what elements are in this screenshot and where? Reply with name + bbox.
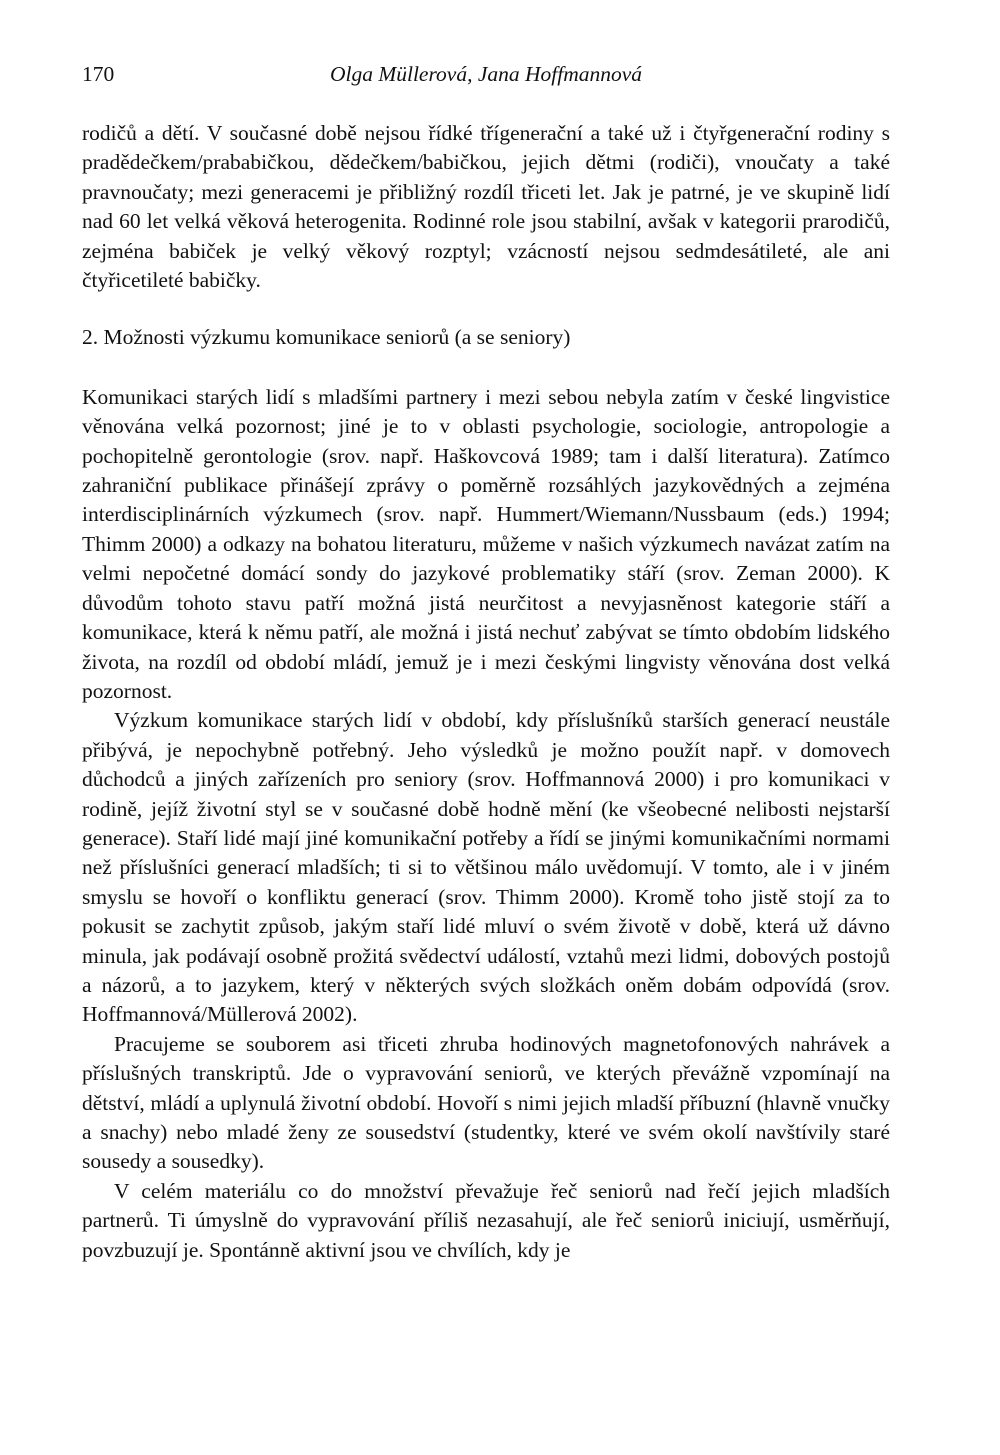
body-text bbox=[82, 119, 890, 1265]
page-number: 170 bbox=[82, 62, 115, 86]
paragraph: V celém materiálu co do množství převažuje řeč seniorů nad řečí jejich mladších partnerů. Ti úmyslně do vypravování příliš nezasahují, ale řeč seniorů iniciují, usměrňují, povzbuzují je. Spontánně aktivní jsou ve chvílích, kdy je bbox=[82, 1178, 890, 1262]
paragraph: Komunikaci starých lidí s mladšími partnery i mezi sebou nebyla zatím v české lingvistice věnována velká pozornost; jiné je to v oblasti psychologie, sociologie, antropologie a pochopitelně gerontologie (srov. např. Haškovcová 1989; tam i další literatura). Zatímco zahraniční publikace přinášejí zprávy o poměrně rozsáhlých jazykovědných a zejména interdisciplinárních výzkumech (srov. např. Hummert/Wiemann/Nussbaum (eds.) 1994; Thimm 2000) a odkazy na bohatou literaturu, můžeme v našich výzkumech navázat zatím na velmi nepočetné domácí sondy do jazykové problematiky stáří (srov. Zeman 2000). K důvodům tohoto stavu patří možná jistá neurčitost a nevyjasněnost kategorie stáří a komunikace, která k němu patří, ale možná i jistá nechuť zabývat se tímto obdobím lidského života, na rozdíl od období mládí, jemuž je i mezi českými lingvisty věnována dost velká pozornost. bbox=[82, 384, 890, 703]
section-heading: 2. Možnosti výzkumu komunikace seniorů (a se seniory) bbox=[82, 325, 571, 350]
paragraph: Pracujeme se souborem asi třiceti zhruba hodinových magnetofonových nahrávek a příslušných transkriptů. Jde o vypravování seniorů, ve kterých převážně vzpomínají na dětství, mládí a uplynulá životní období. Hovoří s nimi jejich mladší příbuzní (hlavně vnučky a snachy) nebo mladé ženy ze sousedství (studentky, které ve svém okolí navštívily staré sousedy a sousedky). bbox=[82, 1031, 890, 1174]
paragraph: Výzkum komunikace starých lidí v období, kdy příslušníků starších generací neustále přibývá, je nepochybně potřebný. Jeho výsledků je možno použít např. v domovech důchodců a jiných zařízeních pro seniory (srov. Hoffmannová 2000) i pro komunikaci v rodině, jejíž životní styl se v současné době hodně mění (ke všeobecné nelibosti nejstarší generace). Staří lidé mají jiné komunikační potřeby a řídí se jinými komunikačními normami než příslušníci generací mladších; ti si to většinou málo uvědomují. V tomto, ale i v jiném smyslu se hovoří o konfliktu generací (srov. Thimm 2000). Kromě toho jistě stojí za to pokusit se zachytit způsob, jakým staří lidé mluví o svém životě v době, která už dávno minula, jak podávají osobně prožitá svědectví událostí, vztahů mezi lidmi, dobových postojů a názorů, a to jazykem, který v některých svých složkách oněm dobám odpovídá (srov. Hoffmannová/Müllerová 2002). bbox=[82, 708, 890, 1027]
running-header bbox=[82, 58, 890, 90]
header-authors: Olga Müllerová, Jana Hoffmannová bbox=[329, 62, 643, 86]
paragraph-continued: rodičů a dětí. V současné době nejsou řídké třígenerační a také už i čtyřgenerační rodiny s pradědečkem/prababičkou, dědečkem/babičkou, jejich dětmi (rodiči), vnoučaty a také pravnoučaty; mezi generacemi je přibližný rozdíl třiceti let. Jak je patrné, je ve skupině lidí nad 60 let velká věková heterogenita. Rodinné role jsou stabilní, avšak v kategorii prarodičů, zejména babiček je velký věkový rozptyl; vzácností nejsou sedmdesátileté, ale ani čtyřicetileté babičky. bbox=[82, 121, 890, 293]
